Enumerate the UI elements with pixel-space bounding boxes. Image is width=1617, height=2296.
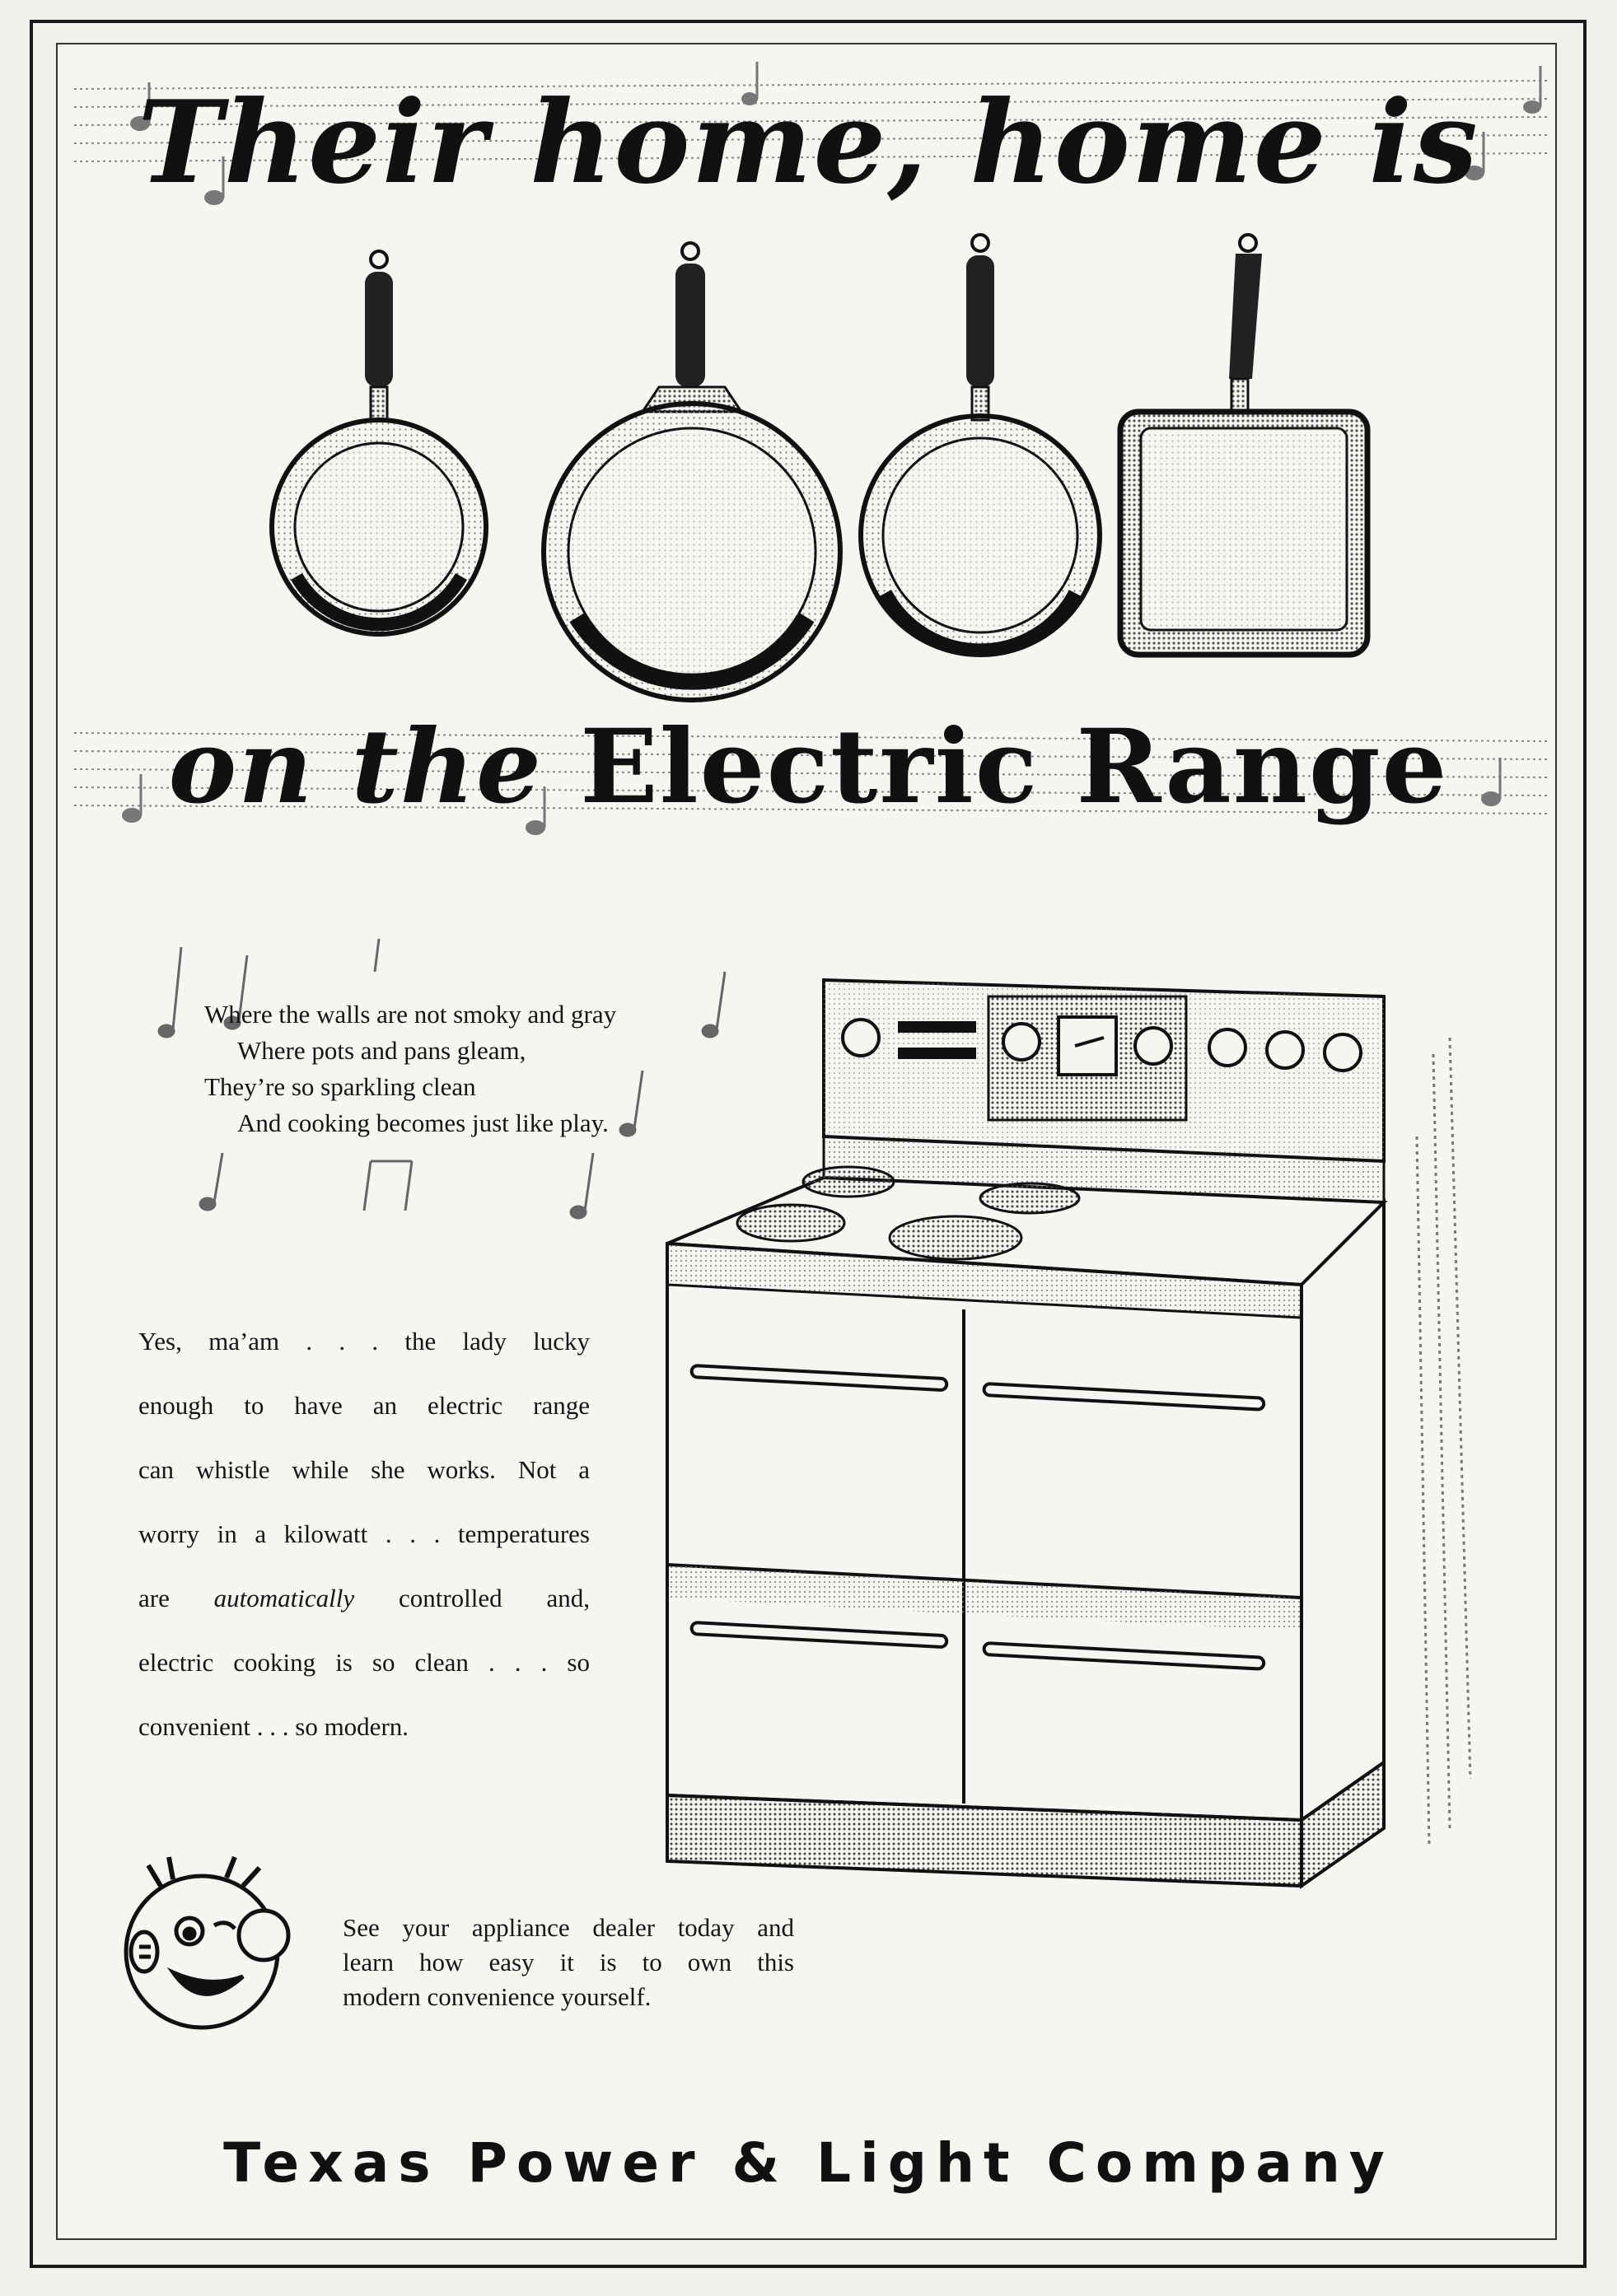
headline-bottom-italic: on the <box>168 707 581 827</box>
cta-line: See your appliance dealer today and <box>343 1913 794 1942</box>
mascot-face-icon <box>111 1853 317 2034</box>
cta-line: modern convenience yourself. <box>343 1982 652 2011</box>
frying-pan-small-icon <box>272 251 486 634</box>
body-line: Yes, ma’am . . . the lady lucky <box>138 1327 590 1356</box>
call-to-action <box>343 1911 794 2014</box>
body-copy <box>138 1309 590 1759</box>
body-line: worry in a kilowatt . . . temperatures <box>138 1519 590 1548</box>
square-griddle-icon <box>1120 235 1367 655</box>
headline-top: Their home, home is <box>138 75 1479 209</box>
poem <box>204 996 616 1141</box>
poem-line: And cooking becomes just like play. <box>237 1108 609 1137</box>
pans-illustration <box>247 231 1417 692</box>
headline-bottom-upright: Electric Range <box>580 707 1449 827</box>
headline-bottom <box>0 707 1617 827</box>
frying-pan-large-icon <box>544 243 840 700</box>
body-emphasis: automatically <box>213 1584 355 1612</box>
poem-line: They’re so sparkling clean <box>204 1072 476 1101</box>
body-line-mixed <box>138 1566 590 1631</box>
body-text: controlled and, <box>354 1584 590 1612</box>
electric-range-illustration <box>659 972 1483 1911</box>
frying-pan-medium-icon <box>861 235 1100 655</box>
company-name: Texas Power & Light Company <box>223 2131 1394 2195</box>
cta-line: learn how easy it is to own this <box>343 1948 794 1976</box>
body-text: are <box>138 1584 214 1612</box>
poem-line: Where pots and pans gleam, <box>237 1036 526 1065</box>
poem-line: Where the walls are not smoky and gray <box>204 1000 617 1029</box>
body-line: electric cooking is so clean . . . so <box>138 1648 590 1677</box>
body-line: convenient . . . so modern. <box>138 1712 409 1741</box>
body-line: enough to have an electric range <box>138 1391 590 1420</box>
body-line: can whistle while she works. Not a <box>138 1455 590 1484</box>
